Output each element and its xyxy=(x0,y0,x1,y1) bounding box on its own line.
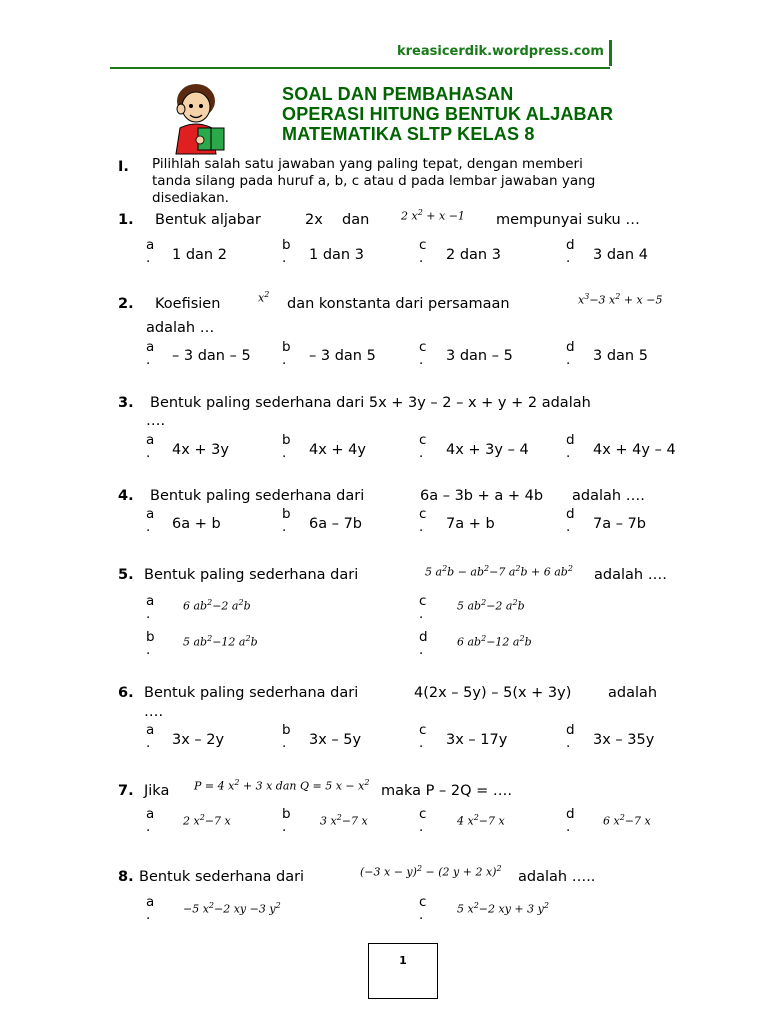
q2-number: 2. xyxy=(118,296,134,312)
q4-option-c-label[interactable]: c . xyxy=(419,506,427,535)
q3-option-c-label[interactable]: c . xyxy=(419,432,427,461)
q1-term: 2x xyxy=(305,212,323,228)
q7-option-a-label[interactable]: a . xyxy=(146,806,155,835)
q6-option-c-label[interactable]: c . xyxy=(419,722,427,751)
q7-text: Jika xyxy=(144,783,170,799)
q2-option-d[interactable]: 3 dan 5 xyxy=(593,348,648,364)
q7-expression: P = 4 $x^2 + 3$ x dan Q = 5 $x - x^2$ xyxy=(194,778,370,793)
q4-option-c[interactable]: 7a + b xyxy=(446,516,495,532)
q1-option-d[interactable]: 3 dan 4 xyxy=(593,247,648,263)
q4-number: 4. xyxy=(118,488,134,504)
q7-option-d[interactable]: 6 $x^2-7$ x xyxy=(603,813,651,828)
header-divider xyxy=(110,67,610,69)
q6-option-c[interactable]: 3x – 17y xyxy=(446,732,508,748)
title-line-2: OPERASI HITUNG BENTUK ALJABAR xyxy=(282,104,614,124)
q2-option-b[interactable]: – 3 dan 5 xyxy=(309,348,376,364)
q5-option-b[interactable]: 5 $ab^2-12$ $a^2b$ xyxy=(183,634,258,649)
q6-option-d-label[interactable]: d . xyxy=(566,722,575,751)
q3-option-c[interactable]: 4x + 3y – 4 xyxy=(446,442,529,458)
q3-option-b[interactable]: 4x + 4y xyxy=(309,442,366,458)
q2-text: adalah … xyxy=(146,320,215,336)
q5-option-c[interactable]: 5 $ab^2-2$ $a^2b$ xyxy=(457,598,525,613)
q4-option-a-label[interactable]: a . xyxy=(146,506,155,535)
title-line-1: SOAL DAN PEMBAHASAN xyxy=(282,84,514,104)
q5-text: Bentuk paling sederhana dari xyxy=(144,567,359,583)
q8-expression: (−3 x − y)$^2$ − (2 y + 2 x)$^2$ xyxy=(360,864,502,879)
q6-number: 6. xyxy=(118,685,134,701)
q1-text: Bentuk aljabar xyxy=(155,212,261,228)
q7-text: maka P – 2Q = …. xyxy=(381,783,512,799)
q4-text: adalah …. xyxy=(572,488,645,504)
q7-number: 7. xyxy=(118,783,134,799)
q2-option-b-label[interactable]: b . xyxy=(282,339,291,368)
q2-expression: $x^3-3$ $x^2 + x -5$ xyxy=(578,292,663,307)
q6-option-d[interactable]: 3x – 35y xyxy=(593,732,655,748)
q1-text: dan xyxy=(342,212,370,228)
q5-number: 5. xyxy=(118,567,134,583)
q1-expression: 2 $x^2 + x -1$ xyxy=(401,208,465,223)
q7-option-b-label[interactable]: b . xyxy=(282,806,291,835)
title-line-3: MATEMATIKA SLTP KELAS 8 xyxy=(282,124,535,144)
page-number: 1 xyxy=(399,954,407,967)
q8-number: 8. xyxy=(118,869,134,885)
q5-option-d-label[interactable]: d . xyxy=(419,629,428,658)
q3-option-a[interactable]: 4x + 3y xyxy=(172,442,229,458)
q5-option-d[interactable]: 6 $ab^2-12$ $a^2b$ xyxy=(457,634,532,649)
q8-option-a[interactable]: −5 $x^2-2$ xy −3 $y^2$ xyxy=(183,901,281,916)
q6-expression: 4(2x – 5y) – 5(x + 3y) xyxy=(414,685,572,701)
q1-option-b[interactable]: 1 dan 3 xyxy=(309,247,364,263)
q2-option-c[interactable]: 3 dan – 5 xyxy=(446,348,513,364)
q5-text: adalah …. xyxy=(594,567,667,583)
q8-text: adalah ….. xyxy=(518,869,596,885)
q4-text: Bentuk paling sederhana dari xyxy=(150,488,365,504)
q1-option-b-label[interactable]: b . xyxy=(282,237,291,266)
q6-text: Bentuk paling sederhana dari xyxy=(144,685,359,701)
q3-text: Bentuk paling sederhana dari 5x + 3y – 2 – x + y + 2 adalah xyxy=(150,395,591,411)
q1-text: mempunyai suku … xyxy=(496,212,640,228)
q3-option-a-label[interactable]: a . xyxy=(146,432,155,461)
q4-option-b[interactable]: 6a – 7b xyxy=(309,516,363,532)
q3-option-d-label[interactable]: d . xyxy=(566,432,575,461)
instruction-text xyxy=(152,156,595,207)
q8-option-c-label[interactable]: c . xyxy=(419,894,427,923)
q1-option-d-label[interactable]: d . xyxy=(566,237,575,266)
q2-variable: $x^2$ xyxy=(258,290,270,305)
q5-option-c-label[interactable]: c . xyxy=(419,593,427,622)
q6-option-b[interactable]: 3x – 5y xyxy=(309,732,362,748)
q3-text: …. xyxy=(146,413,166,429)
website-url: kreasicerdik.wordpress.com xyxy=(397,44,604,59)
q2-option-d-label[interactable]: d . xyxy=(566,339,575,368)
q5-option-a[interactable]: 6 $ab^2-2$ $a^2b$ xyxy=(183,598,251,613)
q1-option-c[interactable]: 2 dan 3 xyxy=(446,247,501,263)
q7-option-a[interactable]: 2 $x^2-7$ x xyxy=(183,813,231,828)
q5-option-b-label[interactable]: b . xyxy=(146,629,155,658)
q4-option-d[interactable]: 7a – 7b xyxy=(593,516,647,532)
q1-option-a[interactable]: 1 dan 2 xyxy=(172,247,227,263)
q3-number: 3. xyxy=(118,395,134,411)
q1-option-c-label[interactable]: c . xyxy=(419,237,427,266)
q7-option-b[interactable]: 3 $x^2-7$ x xyxy=(320,813,368,828)
q5-expression: 5 $a^2b - ab^2-7$ $a^2b + 6$ $ab^2$ xyxy=(425,564,573,579)
instruction-line: tanda silang pada huruf a, b, c atau d pada lembar jawaban yang xyxy=(152,173,596,189)
q7-option-c-label[interactable]: c . xyxy=(419,806,427,835)
q2-option-c-label[interactable]: c . xyxy=(419,339,427,368)
q6-option-a-label[interactable]: a . xyxy=(146,722,155,751)
q6-option-b-label[interactable]: b . xyxy=(282,722,291,751)
q6-text: …. xyxy=(144,704,164,720)
q4-option-a[interactable]: 6a + b xyxy=(172,516,221,532)
q7-option-c[interactable]: 4 $x^2-7$ x xyxy=(457,813,505,828)
instruction-line: Pilihlah salah satu jawaban yang paling tepat, dengan memberi xyxy=(152,156,583,172)
q4-option-b-label[interactable]: b . xyxy=(282,506,291,535)
q4-option-d-label[interactable]: d . xyxy=(566,506,575,535)
instruction-line: disediakan. xyxy=(152,190,229,206)
q3-option-b-label[interactable]: b . xyxy=(282,432,291,461)
q6-option-a[interactable]: 3x – 2y xyxy=(172,732,225,748)
q2-option-a[interactable]: – 3 dan – 5 xyxy=(172,348,251,364)
q2-option-a-label[interactable]: a . xyxy=(146,339,155,368)
header-accent-bar xyxy=(609,40,612,66)
q8-option-c[interactable]: 5 $x^2-2$ xy + 3 $y^2$ xyxy=(457,901,549,916)
q7-option-d-label[interactable]: d . xyxy=(566,806,575,835)
page-number-box xyxy=(368,943,438,999)
student-reading-illustration xyxy=(162,78,230,156)
q6-text: adalah xyxy=(608,685,658,701)
section-roman-numeral: I. xyxy=(118,159,129,175)
q2-text: dan konstanta dari persamaan xyxy=(287,296,510,312)
q8-text: Bentuk sederhana dari xyxy=(139,869,305,885)
q5-option-a-label[interactable]: a . xyxy=(146,593,155,622)
q3-option-d[interactable]: 4x + 4y – 4 xyxy=(593,442,676,458)
q1-number: 1. xyxy=(118,212,134,228)
q1-option-a-label[interactable]: a . xyxy=(146,237,155,266)
q2-text: Koefisien xyxy=(155,296,221,312)
q4-expression: 6a – 3b + a + 4b xyxy=(420,488,544,504)
q8-option-a-label[interactable]: a . xyxy=(146,894,155,923)
